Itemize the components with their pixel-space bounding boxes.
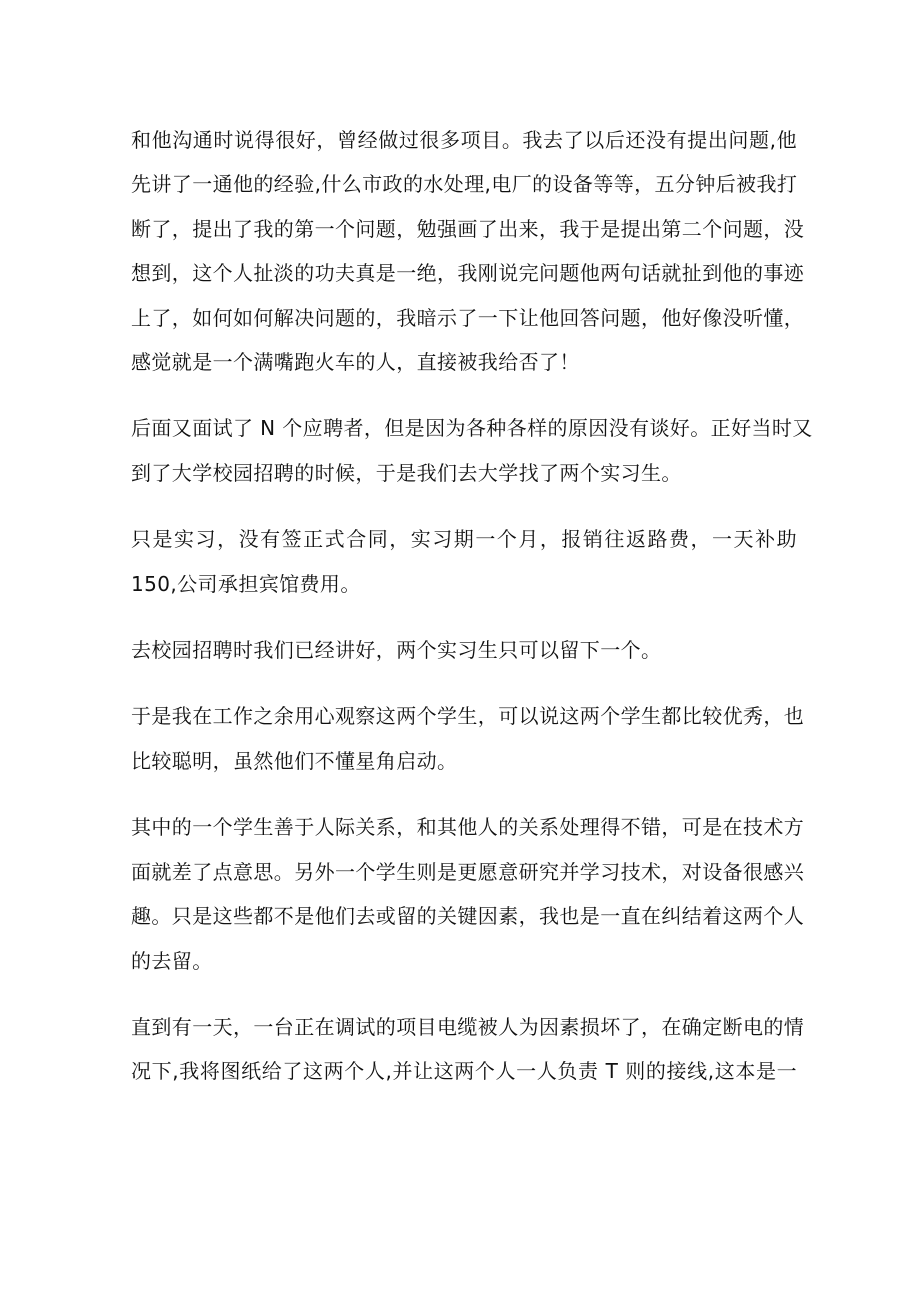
text-line: 的去留。 [131, 948, 213, 973]
text-line: 和他沟通时说得很好，曾经做过很多项目。我去了以后还没有提出问题,他 [131, 128, 797, 152]
paragraph-7 [131, 1005, 805, 1094]
text-line: 上了，如何如何解决问题的，我暗示了一下让他回答问题，他好像没听懂， [131, 305, 805, 330]
text-line: 感觉就是一个满嘴跑火车的人，直接被我给否了！ [131, 350, 580, 375]
text-line: 面就差了点意思。另外一个学生则是更愿意研究并学习技术，对设备很感兴 [131, 859, 805, 884]
text-line: 于是我在工作之余用心观察这两个学生，可以说这两个学生都比较优秀，也 [131, 704, 805, 729]
text-line: 断了，提出了我的第一个问题，勉强画了出来，我于是提出第二个问题，没 [131, 216, 805, 241]
text-line: 150,公司承担宾馆费用。 [131, 571, 361, 596]
text-line: 想到，这个人扯淡的功夫真是一绝，我刚说完问题他两句话就扯到他的事迹 [131, 261, 805, 286]
text-line: 其中的一个学生善于人际关系，和其他人的关系处理得不错，可是在技术方 [131, 815, 805, 840]
paragraph-1 [131, 118, 805, 384]
paragraph-3 [131, 517, 797, 606]
text-line: 先讲了一通他的经验,什么市政的水处理,电厂的设备等等，五分钟后被我打 [131, 172, 798, 197]
text-line: 趣。只是这些都不是他们去或留的关键因素，我也是一直在纠结着这两个人 [131, 904, 805, 929]
paragraph-4 [131, 628, 797, 672]
text-line: 到了大学校园招聘的时候，于是我们去大学找了两个实习生。 [131, 460, 682, 485]
text-line: 去校园招聘时我们已经讲好，两个实习生只可以留下一个。 [131, 638, 662, 663]
paragraph-2 [131, 406, 813, 495]
text-line: 后面又面试了 N 个应聘者，但是因为各种各样的原因没有谈好。正好当时又 [131, 416, 813, 441]
text-line: 况下,我将图纸给了这两个人,并让这两个人一人负责 T 则的接线,这本是一 [131, 1059, 797, 1084]
document-body [131, 118, 813, 1116]
text-line: 比较聪明，虽然他们不懂星角启动。 [131, 748, 458, 773]
paragraph-5 [131, 694, 805, 783]
text-line: 直到有一天，一台正在调试的项目电缆被人为因素损坏了，在确定断电的情 [131, 1014, 805, 1039]
text-line: 只是实习，没有签正式合同，实习期一个月，报销往返路费，一天补助 [131, 527, 797, 552]
paragraph-6 [131, 805, 805, 983]
